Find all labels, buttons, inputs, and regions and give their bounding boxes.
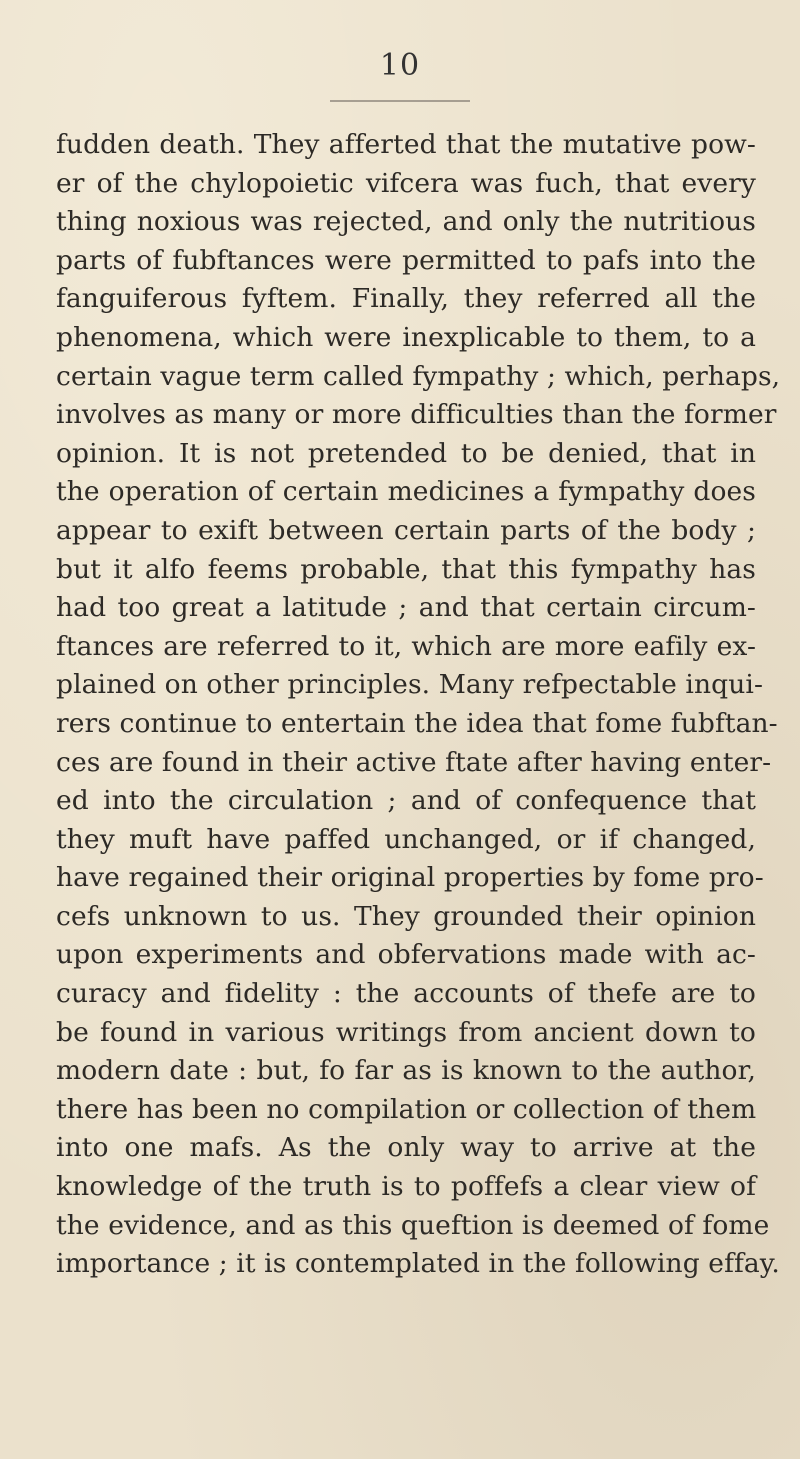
text-line: the operation of certain medicines a fympathy does bbox=[56, 476, 756, 508]
text-line: fanguiferous fyftem. Finally, they referred all the bbox=[56, 283, 756, 315]
text-line: but it alfo feems probable, that this fympathy has bbox=[56, 553, 756, 585]
text-line: certain vague term called fympathy ; which, perhaps, bbox=[56, 360, 781, 392]
text-line: cefs unknown to us. They grounded their opinion bbox=[56, 900, 756, 932]
text-line: ftances are referred to it, which are more eafily ex- bbox=[56, 630, 756, 662]
text-line: into one mafs. As the only way to arrive at the bbox=[56, 1132, 756, 1164]
text-line: plained on other principles. Many refpectable inqui- bbox=[56, 669, 764, 701]
text-line: upon experiments and obfervations made with ac- bbox=[56, 939, 756, 971]
text-line: the evidence, and as this queftion is deemed of fome bbox=[56, 1209, 770, 1241]
text-line: thing noxious was rejected, and only the nutritious bbox=[56, 206, 756, 238]
text-line: they muft have paffed unchanged, or if changed, bbox=[56, 823, 756, 855]
text-line: there has been no compilation or collection of them bbox=[56, 1093, 757, 1125]
text-line: have regained their original properties by fome pro- bbox=[56, 862, 764, 894]
text-line: appear to exift between certain parts of the body ; bbox=[56, 514, 756, 546]
text-line: rers continue to entertain the idea that fome fubftan- bbox=[56, 707, 778, 739]
text-line: phenomena, which were inexplicable to them, to a bbox=[56, 321, 756, 353]
text-line: ed into the circulation ; and of confequence that bbox=[56, 785, 756, 817]
text-line: opinion. It is not pretended to be denied, that in bbox=[56, 437, 756, 469]
text-line: fudden death. They afferted that the mutative pow- bbox=[56, 129, 756, 160]
text-line: parts of fubftances were permitted to pafs into the bbox=[56, 244, 756, 276]
text-line: er of the chylopoietic vifcera was fuch, that every bbox=[56, 167, 756, 199]
body-text bbox=[56, 126, 781, 1284]
text-line: ces are found in their active ftate after having enter- bbox=[56, 746, 772, 778]
text-line: be found in various writings from ancient down to bbox=[56, 1016, 756, 1048]
text-line: knowledge of the truth is to poffefs a clear view of bbox=[56, 1171, 756, 1203]
text-line: involves as many or more difficulties than the former bbox=[56, 399, 777, 431]
text-line: importance ; it is contemplated in the following effay. bbox=[56, 1248, 780, 1280]
text-line: curacy and fidelity : the accounts of thefe are to bbox=[56, 978, 756, 1010]
header-rule bbox=[330, 100, 470, 102]
text-line: had too great a latitude ; and that certain circum- bbox=[56, 592, 756, 624]
text-line: modern date : but, fo far as is known to the author, bbox=[56, 1055, 756, 1087]
page-number: 10 bbox=[379, 48, 421, 83]
